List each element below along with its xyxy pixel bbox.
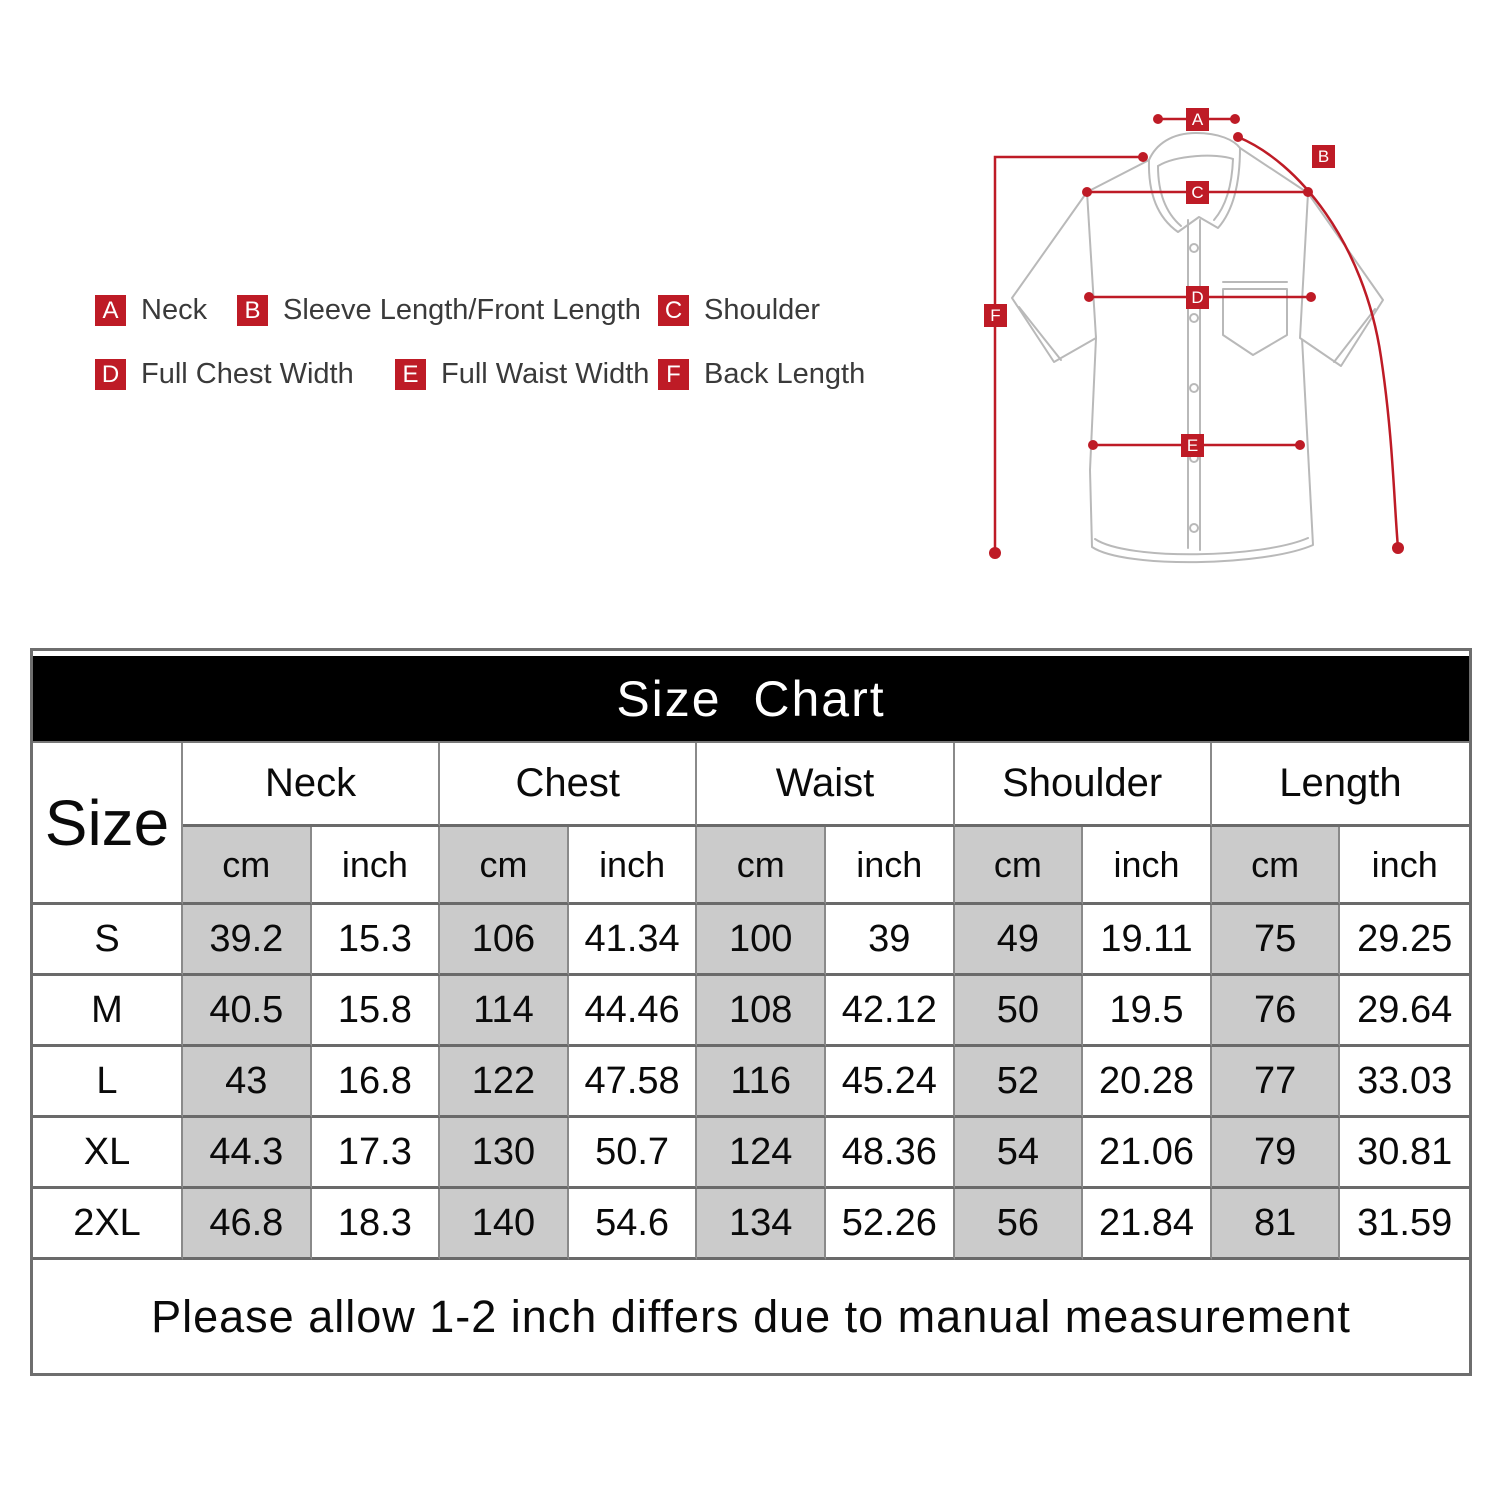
cell-value: 19.5 (1083, 976, 1212, 1047)
unit-header-cm: cm (697, 827, 826, 905)
shirt-measurement-diagram (950, 70, 1470, 590)
cell-value: 46.8 (183, 1189, 312, 1260)
cell-value: 122 (440, 1047, 569, 1118)
cell-value: 47.58 (569, 1047, 698, 1118)
cell-value: 44.3 (183, 1118, 312, 1189)
cell-value: 39.2 (183, 905, 312, 976)
marker-b-label: B (1317, 147, 1330, 166)
cell-value: 56 (955, 1189, 1084, 1260)
cell-value: 39 (826, 905, 955, 976)
cell-value: 44.46 (569, 976, 698, 1047)
legend-marker-c: C (658, 295, 689, 326)
cell-value: 15.3 (312, 905, 441, 976)
legend-marker-b: B (237, 295, 268, 326)
cell-value: 81 (1212, 1189, 1341, 1260)
row-label-l: L (33, 1047, 183, 1118)
cell-value: 79 (1212, 1118, 1341, 1189)
legend-label: Neck (141, 294, 208, 326)
cell-value: 29.25 (1340, 905, 1469, 976)
legend-marker-e: E (395, 359, 426, 390)
cell-value: 31.59 (1340, 1189, 1469, 1260)
cell-value: 29.64 (1340, 976, 1469, 1047)
column-header-neck: Neck (183, 743, 440, 827)
cell-value: 134 (697, 1189, 826, 1260)
legend-marker-f: F (658, 359, 689, 390)
cell-value: 49 (955, 905, 1084, 976)
legend-label: Shoulder (704, 294, 821, 326)
unit-header-inch: inch (1340, 827, 1469, 905)
cell-value: 130 (440, 1118, 569, 1189)
column-header-length: Length (1212, 743, 1469, 827)
table-title: Size Chart (33, 651, 1469, 743)
legend-item-neck (95, 294, 207, 327)
legend-marker-a: A (95, 295, 126, 326)
cell-value: 33.03 (1340, 1047, 1469, 1118)
marker-f-label: F (990, 306, 1001, 325)
cell-value: 43 (183, 1047, 312, 1118)
cell-value: 77 (1212, 1047, 1341, 1118)
row-label-s: S (33, 905, 183, 976)
marker-d-label: D (1191, 288, 1204, 307)
column-header-chest: Chest (440, 743, 697, 827)
cell-value: 30.81 (1340, 1118, 1469, 1189)
unit-header-cm: cm (1212, 827, 1341, 905)
cell-value: 45.24 (826, 1047, 955, 1118)
cell-value: 21.06 (1083, 1118, 1212, 1189)
unit-header-inch: inch (826, 827, 955, 905)
unit-header-cm: cm (440, 827, 569, 905)
cell-value: 20.28 (1083, 1047, 1212, 1118)
cell-value: 140 (440, 1189, 569, 1260)
cell-value: 40.5 (183, 976, 312, 1047)
row-label-2xl: 2XL (33, 1189, 183, 1260)
legend-marker-d: D (95, 359, 126, 390)
legend-item-back-length (658, 358, 865, 391)
cell-value: 50 (955, 976, 1084, 1047)
cell-value: 17.3 (312, 1118, 441, 1189)
legend-label: Full Chest Width (141, 358, 354, 390)
cell-value: 19.11 (1083, 905, 1212, 976)
size-chart-table (30, 648, 1472, 1376)
cell-value: 116 (697, 1047, 826, 1118)
legend-item-sleeve-length (237, 294, 641, 327)
unit-header-cm: cm (183, 827, 312, 905)
legend-item-full-waist-width (395, 358, 649, 391)
cell-value: 50.7 (569, 1118, 698, 1189)
column-header-waist: Waist (697, 743, 954, 827)
unit-header-inch: inch (569, 827, 698, 905)
cell-value: 108 (697, 976, 826, 1047)
cell-value: 114 (440, 976, 569, 1047)
cell-value: 75 (1212, 905, 1341, 976)
cell-value: 42.12 (826, 976, 955, 1047)
unit-header-cm: cm (955, 827, 1084, 905)
cell-value: 100 (697, 905, 826, 976)
cell-value: 15.8 (312, 976, 441, 1047)
row-label-m: M (33, 976, 183, 1047)
unit-header-inch: inch (312, 827, 441, 905)
size-column-header: Size (33, 743, 183, 905)
measurement-note: Please allow 1-2 inch differs due to manual measurement (33, 1260, 1469, 1373)
cell-value: 18.3 (312, 1189, 441, 1260)
marker-a-label: A (1191, 110, 1204, 129)
legend-item-shoulder (658, 294, 820, 327)
cell-value: 54 (955, 1118, 1084, 1189)
row-label-xl: XL (33, 1118, 183, 1189)
legend-label: Sleeve Length/Front Length (283, 294, 641, 326)
marker-e-label: E (1186, 436, 1199, 455)
legend-item-full-chest-width (95, 358, 354, 391)
cell-value: 106 (440, 905, 569, 976)
legend-label: Back Length (704, 358, 866, 390)
cell-value: 16.8 (312, 1047, 441, 1118)
unit-header-inch: inch (1083, 827, 1212, 905)
cell-value: 52 (955, 1047, 1084, 1118)
cell-value: 21.84 (1083, 1189, 1212, 1260)
marker-c-label: C (1191, 183, 1204, 202)
cell-value: 41.34 (569, 905, 698, 976)
cell-value: 76 (1212, 976, 1341, 1047)
cell-value: 48.36 (826, 1118, 955, 1189)
cell-value: 52.26 (826, 1189, 955, 1260)
legend-label: Full Waist Width (441, 358, 650, 390)
cell-value: 124 (697, 1118, 826, 1189)
column-header-shoulder: Shoulder (955, 743, 1212, 827)
cell-value: 54.6 (569, 1189, 698, 1260)
